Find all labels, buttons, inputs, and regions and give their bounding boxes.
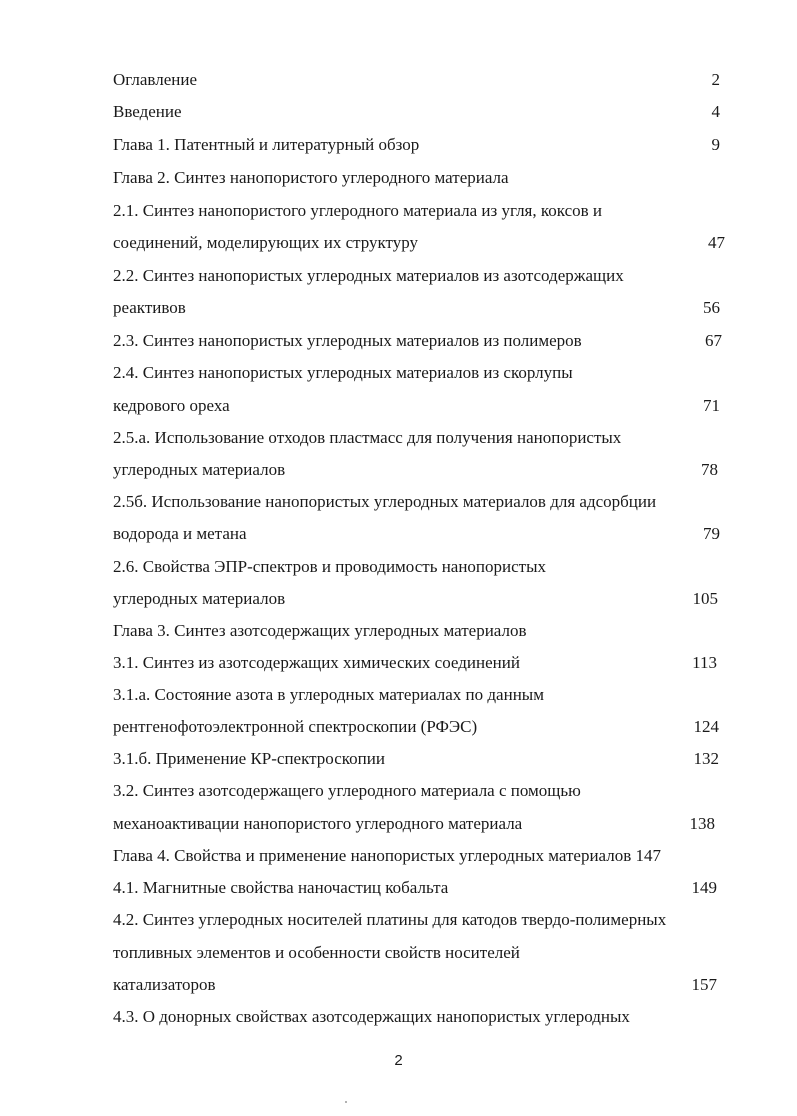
toc-entry-text: 3.2. Синтез азотсодержащего углеродного материала с помощью bbox=[113, 781, 581, 800]
scan-speck bbox=[345, 1101, 347, 1103]
toc-entry-text: 2.2. Синтез нанопористых углеродных материалов из азотсодержащих bbox=[113, 266, 624, 285]
toc-entry-page: 78 bbox=[701, 460, 718, 479]
toc-entry-text: 4.2. Синтез углеродных носителей платины для катодов твердо-полимерных bbox=[113, 910, 667, 929]
toc-entry-text: механоактивации нанопористого углеродного материала bbox=[113, 814, 523, 833]
toc-entry-page: 113 bbox=[692, 653, 717, 672]
toc-entry-text: 3.1.б. Применение КР-спектроскопии bbox=[113, 749, 385, 768]
toc-entry-text: кедрового ореха bbox=[113, 396, 230, 415]
toc-entry-text: реактивов bbox=[113, 298, 186, 317]
toc-entry-page: 124 bbox=[693, 717, 719, 736]
toc-entry-text: топливных элементов и особенности свойств носителей bbox=[113, 943, 520, 962]
toc-entry-text: углеродных материалов bbox=[113, 460, 286, 479]
toc-entry-page: 138 bbox=[689, 814, 715, 833]
toc-entry-text: 4.1. Магнитные свойства наночастиц кобальта bbox=[113, 878, 449, 897]
toc-entry-text: соединений, моделирующих их структуру bbox=[113, 233, 419, 252]
toc-entry-text: 2.6. Свойства ЭПР-спектров и проводимость нанопористых bbox=[113, 557, 547, 576]
toc-entry-page: 132 bbox=[693, 749, 719, 768]
toc-entry-text: Глава 4. Свойства и применение нанопористых углеродных материалов 147 bbox=[113, 846, 662, 865]
toc-entry-text: 4.3. О донорных свойствах азотсодержащих нанопористых углеродных bbox=[113, 1007, 630, 1026]
toc-entry-text: 2.5б. Использование нанопористых углеродных материалов для адсорбции bbox=[113, 492, 657, 511]
toc-entry-text: Глава 1. Патентный и литературный обзор bbox=[113, 135, 420, 154]
toc-entry-text: 2.1. Синтез нанопористого углеродного материала из угля, коксов и bbox=[113, 201, 603, 220]
toc-entry-text: Оглавление bbox=[113, 70, 197, 89]
toc-entry-text: углеродных материалов bbox=[113, 589, 286, 608]
toc-entry-page: 9 bbox=[711, 135, 720, 154]
toc-entry-page: 157 bbox=[691, 975, 717, 994]
toc-entry-text: Глава 3. Синтез азотсодержащих углеродных материалов bbox=[113, 621, 527, 640]
toc-entry-page: 56 bbox=[703, 298, 720, 317]
toc-entry-text: 3.1. Синтез из азотсодержащих химических соединений bbox=[113, 653, 520, 672]
toc-entry-text: 2.3. Синтез нанопористых углеродных материалов из полимеров bbox=[113, 331, 582, 350]
page-number: 2 bbox=[394, 1052, 403, 1069]
toc-entry-page: 149 bbox=[691, 878, 717, 897]
toc-entry-text: 2.5.а. Использование отходов пластмасс для получения нанопористых bbox=[113, 428, 622, 447]
toc-entry-text: водорода и метана bbox=[113, 524, 247, 543]
toc-entry-text: рентгенофотоэлектронной спектроскопии (РФЭС) bbox=[113, 717, 478, 736]
toc-entry-text: Введение bbox=[113, 102, 182, 121]
toc-entry-text: 3.1.а. Состояние азота в углеродных материалах по данным bbox=[113, 685, 544, 704]
toc-entry-page: 67 bbox=[705, 331, 722, 350]
toc-entry-page: 2 bbox=[711, 70, 720, 89]
toc-entry-page: 105 bbox=[692, 589, 718, 608]
toc-entry-text: Глава 2. Синтез нанопористого углеродного материала bbox=[113, 168, 509, 187]
toc-entry-page: 4 bbox=[711, 102, 720, 121]
toc-entry-page: 79 bbox=[703, 524, 720, 543]
toc-entry-text: катализаторов bbox=[113, 975, 216, 994]
toc-entry-text: 2.4. Синтез нанопористых углеродных материалов из скорлупы bbox=[113, 363, 573, 382]
toc-entry-page: 47 bbox=[708, 233, 725, 252]
toc-entry-page: 71 bbox=[703, 396, 720, 415]
